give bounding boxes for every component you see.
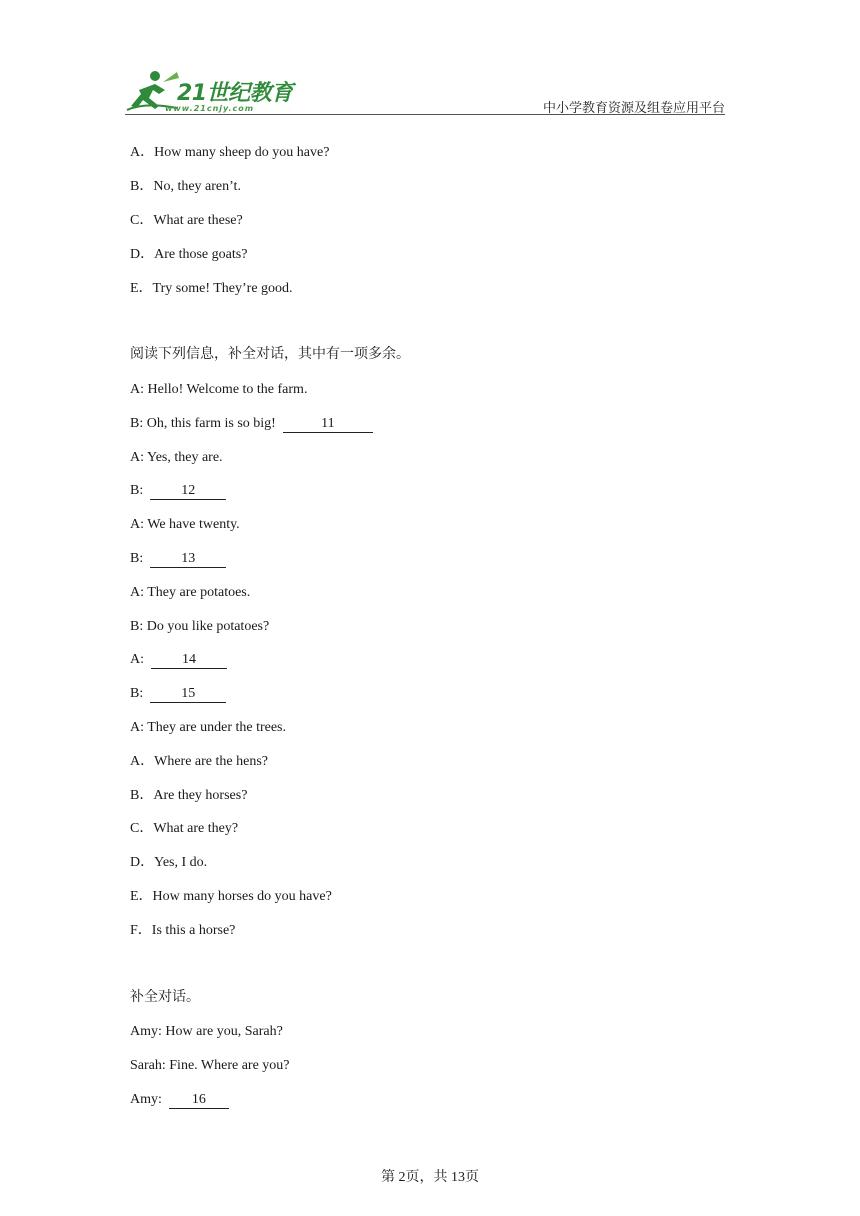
section2-instruction: 阅读下列信息，补全对话，其中有一项多余。 [130, 347, 410, 362]
speaker-text: B: [130, 483, 144, 498]
dialogue-line [130, 482, 226, 500]
header-divider [125, 114, 725, 115]
dialogue-line: A: Hello! Welcome to the farm. [130, 382, 308, 397]
option-d: D．Yes, I do. [130, 855, 208, 870]
dialogue-line [130, 415, 373, 433]
option-e: E．How many horses do you have? [130, 889, 332, 904]
blank-14[interactable]: 14 [151, 652, 227, 669]
dialogue-line: A: They are under the trees. [130, 720, 287, 735]
option-f: F．Is this a horse? [130, 923, 236, 938]
option-b: B．No, they aren’t. [130, 179, 241, 194]
dialogue-line [130, 550, 226, 568]
blank-15[interactable]: 15 [150, 686, 226, 703]
speaker-text: B: [130, 551, 144, 566]
dialogue-line [130, 651, 227, 669]
option-d: D．Are those goats? [130, 247, 248, 262]
dialogue-line: Amy: How are you, Sarah? [130, 1024, 283, 1039]
dialogue-line: A: Yes, they are. [130, 450, 223, 465]
dialogue-line: A: They are potatoes. [130, 585, 251, 600]
option-b: B．Are they horses? [130, 788, 248, 803]
dialogue-line [130, 1091, 229, 1109]
page-number: 第 2页，共 13页 [381, 1170, 479, 1185]
section3-instruction: 补全对话。 [130, 990, 200, 1005]
platform-name: 中小学教育资源及组卷应用平台 [542, 100, 725, 115]
blank-11[interactable]: 11 [283, 416, 373, 433]
dialogue-line: A: We have twenty. [130, 517, 240, 532]
speaker-text: B: Oh, this farm is so big! [130, 416, 276, 431]
blank-16[interactable]: 16 [169, 1092, 229, 1109]
option-a: A．Where are the hens? [130, 754, 268, 769]
option-e: E．Try some! They’re good. [130, 281, 293, 296]
blank-13[interactable]: 13 [150, 551, 226, 568]
speaker-text: B: [130, 686, 144, 701]
option-a: A．How many sheep do you have? [130, 145, 330, 160]
logo [125, 68, 295, 114]
logo-wordmark: 21世纪教育 [177, 81, 293, 106]
page-header [125, 68, 725, 116]
option-c: C．What are they? [130, 821, 239, 836]
logo-url: www.21cnjy.com [165, 104, 255, 113]
option-c: C．What are these? [130, 213, 243, 228]
dialogue-line: Sarah: Fine. Where are you? [130, 1058, 290, 1073]
dialogue-line: B: Do you like potatoes? [130, 619, 270, 634]
speaker-text: Amy: [130, 1092, 162, 1107]
speaker-text: A: [130, 652, 144, 667]
blank-12[interactable]: 12 [150, 483, 226, 500]
dialogue-line [130, 685, 226, 703]
